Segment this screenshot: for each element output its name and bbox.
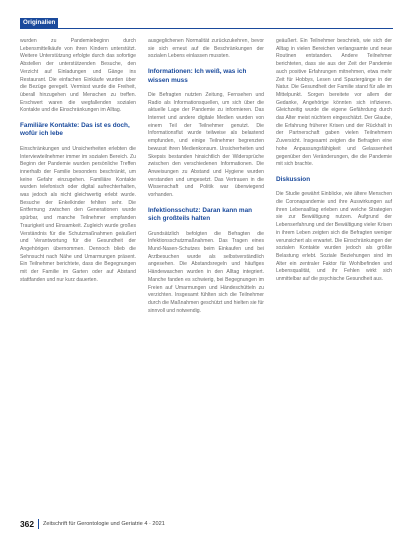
paragraph: Einschränkungen und Unsicherheiten erlebten die Interviewteilnehmer immer im sozialen Bereich. Zu Beginn der Pandemie wurden persönliche Treffen innerhalb der Familie besonders beschränkt, um keine Gefahr einzugehen. Familiäre Kontakte wurden telefonisch oder digital aufrechterhalten, was jedoch als nicht gleichwertig erlebt wurde. Besuche der Enkelkinder fehlten sehr. Die Entfernung zwischen den Generationen wurde spürbar, und manche Teilnehmer empfanden Traurigkeit und Einsamkeit. Zugleich wurde großes Verständnis für die Schutzmaßnahmen geäußert und Verantwortung für die Gesundheit der Angehörigen übernommen. Dennoch blieb die Sehnsucht nach Nähe und Umarmungen präsent. Ein Teilnehmer berichtete, dass die Begegnungen mit der Familie im Garten oder auf Abstand stattfanden und nur kurz dauerten. bbox=[20, 145, 136, 283]
journal-title: Zeitschrift für Gerontologie und Geriatrie 4 · 2021 bbox=[42, 521, 165, 527]
subheading: Infektionsschutz: Daran kann man sich großteils halten bbox=[148, 206, 253, 223]
footer-divider bbox=[38, 519, 39, 529]
section-tag: Originalien bbox=[20, 18, 58, 28]
column-1 bbox=[20, 38, 136, 285]
paragraph: Die Studie gewährt Einblicke, wie ältere Menschen die Coronapandemie und ihre Auswirkungen auf ihren Lebensalltag erleben und welche Strategien sie zur Bewältigung nutzen. Aufgrund der Lebenserfahrung und der Bewältigung vieler Krisen in ihrem Leben zeigten sich die Befragten weniger verunsichert als erwartet. Die Einschränkungen der sozialen Kontakte wurden jedoch als größte Belastung erlebt. Soziale Beziehungen sind im Alter ein zentraler Faktor für Wohlbefinden und Lebensqualität, und ihr Fehlen wirkt sich unmittelbar auf die psychische Gesundheit aus. bbox=[276, 191, 392, 283]
paragraph: wurden zu Pandemiebeginn durch Lebensmittelkäufe von ihren Kindern unterstützt. Weitere Unterstützung erfolgte durch das sofortige Abstellen der unterstützenden Besuche, den Verzicht auf Einladungen und Gänge ins Restaurant. Die einfachen Einkäufe wurden über die Bezüge geregelt. Vermisst wurde die Freiheit, überall hinzugehen und Menschen zu treffen. Erschwert waren die wegfallenden sozialen Kontakte und die Einschränkungen im Alltag. bbox=[20, 38, 136, 114]
page-footer bbox=[20, 519, 165, 529]
subheading: Familiäre Kontakte: Das ist es doch, wofür ich lebe bbox=[20, 122, 130, 138]
paragraph: Grundsätzlich befolgten die Befragten die Infektionsschutzmaßnahmen. Das Tragen eines Mund-Nasen-Schutzes beim Einkaufen und bei Arztbesuchen wurde als selbstverständlich angesehen. Die Abstandsregeln und häufiges Händewaschen wurden in den Alltag integriert. Manche fanden es schwierig, bei Begegnungen im Freien auf Umarmungen und Händeschütteln zu verzichten. Insgesamt fühlten sich die Teilnehmer durch die Maßnahmen geschützt und hielten sie für sinnvoll und notwendig. bbox=[148, 230, 264, 314]
paragraph: Die Befragten nutzten Zeitung, Fernsehen und Radio als Informationsquellen, um sich über die aktuelle Lage der Pandemie zu informieren. Das Internet und andere digitale Medien wurden von einem Teil der Teilnehmer genutzt. Die Informationsflut wurde teilweise als belastend empfunden, und einige Teilnehmer begrenzten bewusst ihren Medienkonsum. Unsicherheiten und Skepsis bestanden hinsichtlich der Widersprüche zwischen den verschiedenen Informationen. Die Anweisungen zu Abstand und Hygiene wurden verstanden und umgesetzt. Das Vertrauen in die Wissenschaft und Politik war überwiegend vorhanden. bbox=[148, 91, 264, 199]
paragraph: ausgeglichenen Normalität zurückzukehren, bevor sie sich erneut auf die Beschränkungen der sozialen Lebens einlassen mussten. bbox=[148, 38, 264, 60]
paragraph: geäußert. Ein Teilnehmer beschrieb, wie sich der Alltag in vielen Bereichen verlangsamte und neue Routinen entstanden. Andere Teilnehmer berichteten, dass sie aus der Zeit der Pandemie auch positive Erfahrungen mitnehmen, etwa mehr Zeit für Hobbys, Lesen und Spaziergänge in der Natur. Die Gesundheit der Familie stand für alle im Mittelpunkt. Sorgen bereitete vor allem der Gedanke, Angehörige könnten sich infizieren. Gleichzeitig wurde die eigene Gefährdung durch das Alter meist nüchtern eingeschätzt. Der Glaube, die Erfahrung früherer Krisen und der Rückhalt in der Partnerschaft gaben vielen Teilnehmern Zuversicht. Insgesamt zeigten die Befragten eine hohe Anpassungsfähigkeit und Gelassenheit gegenüber den Veränderungen, die die Pandemie mit sich brachte. bbox=[276, 38, 392, 168]
page-number: 362 bbox=[20, 519, 34, 529]
subheading: Informationen: Ich weiß, was ich wissen muss bbox=[148, 68, 247, 84]
column-2 bbox=[148, 38, 264, 315]
column-3 bbox=[276, 38, 392, 284]
section-heading: Diskussion bbox=[276, 175, 311, 183]
header-rule bbox=[20, 28, 393, 29]
